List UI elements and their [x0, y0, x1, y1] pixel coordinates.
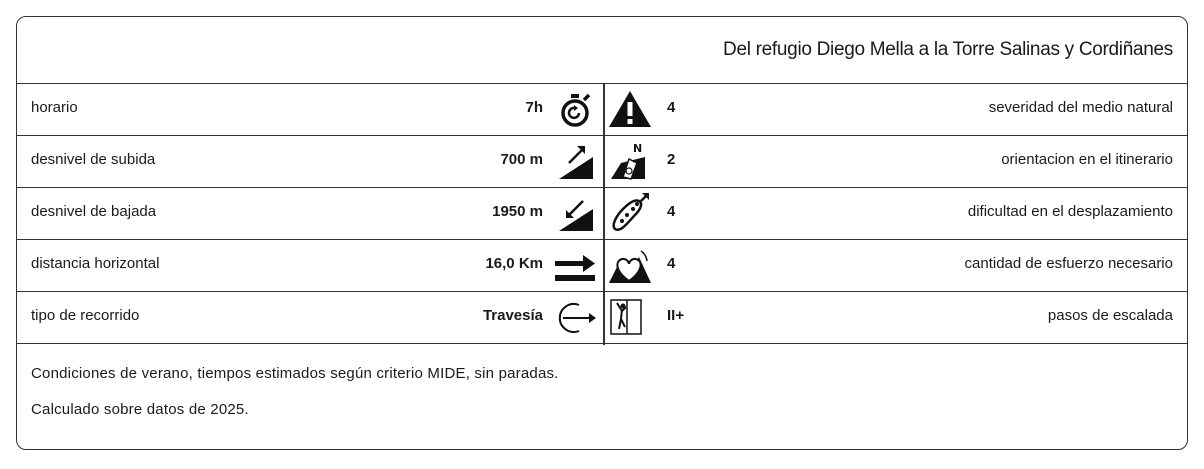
right-label: pasos de escalada: [1047, 307, 1173, 324]
row-tipo-recorrido: [17, 291, 1187, 344]
compass-map-icon: [607, 141, 653, 181]
ascent-icon: [549, 141, 599, 181]
boot-sole-icon: [607, 193, 653, 233]
svg-text:N: N: [633, 142, 643, 155]
notes: [31, 365, 559, 437]
right-label: cantidad de esfuerzo necesario: [964, 255, 1173, 272]
row-value: Travesía: [482, 307, 543, 324]
right-value: II+: [667, 307, 685, 324]
stopwatch-icon: [549, 89, 599, 129]
row-horario: [17, 83, 1187, 136]
right-value: 4: [667, 203, 676, 220]
descent-icon: [549, 193, 599, 233]
right-label: dificultad en el desplazamiento: [967, 203, 1173, 220]
climber-icon: [607, 297, 653, 337]
row-distancia-horizontal: [17, 239, 1187, 292]
title-row: [17, 17, 1187, 84]
row-value: 1950 m: [492, 203, 543, 220]
row-label: tipo de recorrido: [31, 307, 140, 324]
row-label: desnivel de bajada: [31, 203, 157, 220]
route-title: Del refugio Diego Mella a la Torre Salinas y Cordiñanes: [723, 39, 1173, 60]
row-label: distancia horizontal: [31, 255, 160, 272]
mide-card: [16, 16, 1188, 450]
row-value: 700 m: [500, 151, 543, 168]
row-desnivel-subida: [17, 135, 1187, 188]
note-calculated: Calculado sobre datos de 2025.: [31, 401, 249, 418]
traverse-route-icon: [549, 297, 599, 337]
right-label: severidad del medio natural: [988, 99, 1173, 116]
right-value: 4: [667, 99, 676, 116]
row-value: 16,0 Km: [485, 255, 543, 272]
row-desnivel-bajada: [17, 187, 1187, 240]
right-value: 4: [667, 255, 676, 272]
right-value: 2: [667, 151, 676, 168]
row-label: horario: [31, 99, 78, 116]
right-label: orientacion en el itinerario: [1001, 151, 1173, 168]
horizontal-arrows-icon: [549, 245, 599, 285]
note-conditions: Condiciones de verano, tiempos estimados según criterio MIDE, sin paradas.: [31, 365, 559, 382]
warning-mountain-icon: [607, 89, 653, 129]
row-label: desnivel de subida: [31, 151, 156, 168]
row-value: 7h: [525, 99, 543, 116]
heart-effort-icon: [607, 245, 653, 285]
